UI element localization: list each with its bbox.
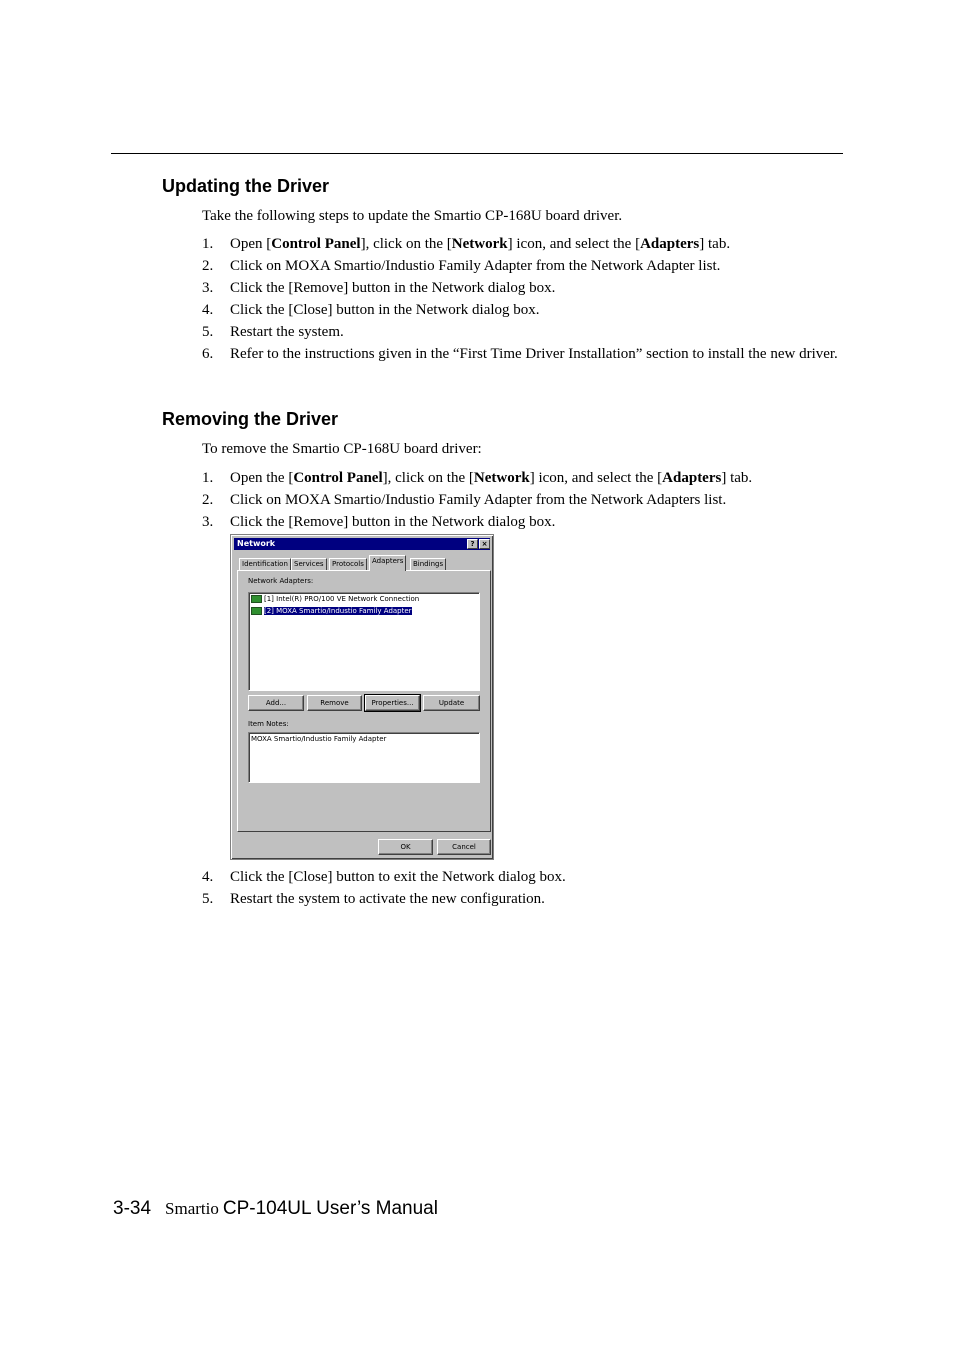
adapters-list[interactable]: [248, 592, 480, 691]
tab-services[interactable]: Services: [291, 558, 327, 570]
tab-bindings[interactable]: Bindings: [410, 558, 446, 570]
list-item: [202, 868, 844, 887]
cancel-button[interactable]: Cancel: [437, 839, 491, 855]
step-number: 4.: [202, 302, 214, 318]
item-notes-text: MOXA Smartio/Industio Family Adapter: [251, 735, 387, 743]
step-text: Click on MOXA Smartio/Industio Family Adapter from the Network Adapters list.: [230, 492, 727, 508]
update-button[interactable]: Update: [423, 695, 480, 711]
heading-updating: Updating the Driver: [162, 176, 330, 196]
step-text: Click the [Remove] button in the Network dialog box.: [230, 514, 556, 530]
list-item: [202, 513, 844, 532]
dialog-title: Network: [237, 539, 276, 548]
list-item: [202, 279, 844, 298]
list-item: [202, 469, 844, 488]
list-item: [202, 345, 844, 364]
tab-adapters[interactable]: Adapters: [369, 555, 406, 571]
list-item: [202, 890, 844, 909]
step-number: 4.: [202, 869, 214, 885]
remove-button[interactable]: Remove: [307, 695, 362, 711]
tab-identification[interactable]: Identification: [239, 558, 291, 570]
list-item: [202, 301, 844, 320]
step-number: 3.: [202, 514, 214, 530]
step-text: Click on MOXA Smartio/Industio Family Adapter from the Network Adapter list.: [230, 258, 721, 274]
ok-button[interactable]: OK: [378, 839, 433, 855]
step-number: 6.: [202, 346, 214, 362]
step-number: 2.: [202, 492, 214, 508]
step-number: 5.: [202, 324, 214, 340]
step-text: Refer to the instructions given in the “First Time Driver Installation” section to install the new driver.: [230, 346, 838, 362]
step-text: Open [Control Panel], click on the [Network] icon, and select the [Adapters] tab.: [230, 236, 731, 252]
step-text: Restart the system.: [230, 324, 344, 340]
heading-removing: Removing the Driver: [162, 409, 339, 429]
header-rule: [111, 153, 843, 154]
footer-brand: Smartio: [165, 1199, 219, 1218]
intro-updating: Take the following steps to update the Smartio CP-168U board driver.: [202, 208, 623, 224]
tab-protocols[interactable]: Protocols: [329, 558, 367, 570]
step-text: Click the [Remove] button in the Network dialog box.: [230, 280, 556, 296]
step-number: 5.: [202, 891, 214, 907]
page-number: 3-34: [113, 1198, 152, 1219]
adapters-label: Network Adapters:: [248, 577, 314, 585]
step-text: Open the [Control Panel], click on the [Network] icon, and select the [Adapters] tab.: [230, 470, 753, 486]
item-notes-label: Item Notes:: [248, 720, 289, 728]
dialog-titlebar: [234, 538, 490, 550]
step-text: Click the [Close] button to exit the Network dialog box.: [230, 869, 566, 885]
network-dialog: [230, 534, 494, 860]
add-button[interactable]: Add...: [248, 695, 304, 711]
step-number: 2.: [202, 258, 214, 274]
list-item: [202, 323, 844, 342]
list-item: [202, 235, 844, 254]
network-card-icon: [251, 607, 262, 615]
step-text: Click the [Close] button in the Network dialog box.: [230, 302, 540, 318]
step-number: 1.: [202, 470, 214, 486]
intro-removing: To remove the Smartio CP-168U board driver:: [202, 441, 482, 457]
list-item: [202, 257, 844, 276]
step-number: 3.: [202, 280, 214, 296]
list-item[interactable]: [1] Intel(R) PRO/100 VE Network Connection: [251, 594, 419, 605]
adapters-panel: [237, 570, 491, 832]
close-button[interactable]: ×: [479, 539, 490, 549]
help-button[interactable]: ?: [467, 539, 478, 549]
step-number: 1.: [202, 236, 214, 252]
list-item: [202, 491, 844, 510]
network-card-icon: [251, 595, 262, 603]
item-notes-box: [248, 732, 480, 783]
list-item[interactable]: [2] MOXA Smartio/Industio Family Adapter: [251, 606, 412, 617]
properties-button[interactable]: Properties...: [365, 695, 420, 711]
step-text: Restart the system to activate the new configuration.: [230, 891, 545, 907]
page-footer: [113, 1198, 438, 1220]
footer-title: CP-104UL User’s Manual: [222, 1198, 438, 1219]
